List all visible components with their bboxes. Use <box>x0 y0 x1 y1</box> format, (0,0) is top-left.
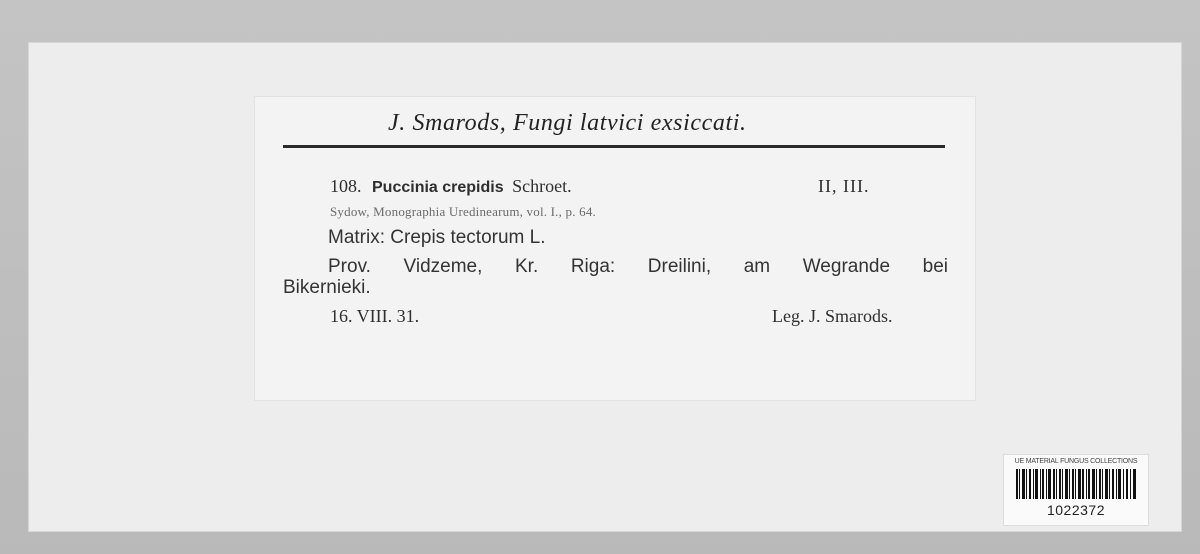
label-header: J. Smarods, Fungi latvici exsiccati. <box>388 110 747 136</box>
exsiccata-number: 108. <box>330 176 362 196</box>
barcode-label <box>1004 455 1148 525</box>
collection-date: 16. VIII. 31. <box>330 306 420 326</box>
collector: Leg. J. Smarods. <box>772 306 893 326</box>
host-matrix: Matrix: Crepis tectorum L. <box>328 227 546 248</box>
species-name: Puccinia crepidis <box>372 179 504 196</box>
locality-line-2: Bikernieki. <box>283 277 371 298</box>
specimen-line <box>330 176 572 197</box>
header-rule <box>283 145 945 148</box>
barcode-icon <box>1016 469 1136 499</box>
barcode-institution: UE MATERIAL FUNGUS COLLECTIONS <box>1014 458 1138 465</box>
species-author: Schroet. <box>512 176 572 196</box>
barcode-number: 1022372 <box>1046 502 1105 518</box>
locality-line-1: Prov. Vidzeme, Kr. Riga: Dreilini, am Wegrande bei <box>328 256 948 277</box>
literature-reference: Sydow, Monographia Uredinearum, vol. I., p. 64. <box>330 204 596 219</box>
spore-stages: II, III. <box>818 176 870 196</box>
